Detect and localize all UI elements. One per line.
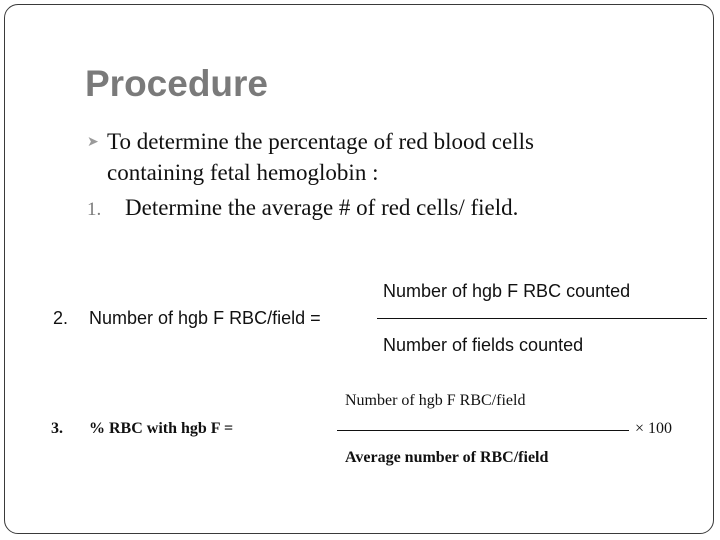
step-2-number: 2.	[53, 308, 69, 328]
step-1-text: Determine the average # of red cells/ field.	[125, 195, 519, 220]
step-3-number: 3.	[51, 420, 63, 437]
bullet-arrow-icon: ➤	[87, 135, 99, 150]
bullet-line-2: containing fetal hemoglobin :	[107, 160, 379, 185]
bullet-line-1: To determine the percentage of red blood cells	[107, 129, 534, 154]
step-1	[87, 195, 518, 221]
formula-2-numerator: Number of hgb F RBC counted	[383, 281, 631, 301]
step-2-label: Number of hgb F RBC/field =	[89, 308, 321, 328]
step-3	[51, 420, 233, 438]
step-2	[53, 308, 321, 329]
formula-3-multiplier: × 100	[635, 420, 673, 437]
intro-bullet	[87, 127, 647, 188]
step-1-number: 1.	[87, 199, 102, 220]
formula-3-numerator: Number of hgb F RBC/field	[345, 392, 526, 409]
step-3-label: % RBC with hgb F =	[89, 420, 234, 437]
formula-2-fraction-bar	[377, 318, 707, 319]
formula-3-fraction-bar	[337, 430, 629, 431]
formula-3-denominator: Average number of RBC/field	[345, 449, 549, 466]
slide-title: Procedure	[85, 63, 269, 104]
formula-2-denominator: Number of fields counted	[383, 335, 584, 355]
slide-frame	[4, 4, 714, 534]
